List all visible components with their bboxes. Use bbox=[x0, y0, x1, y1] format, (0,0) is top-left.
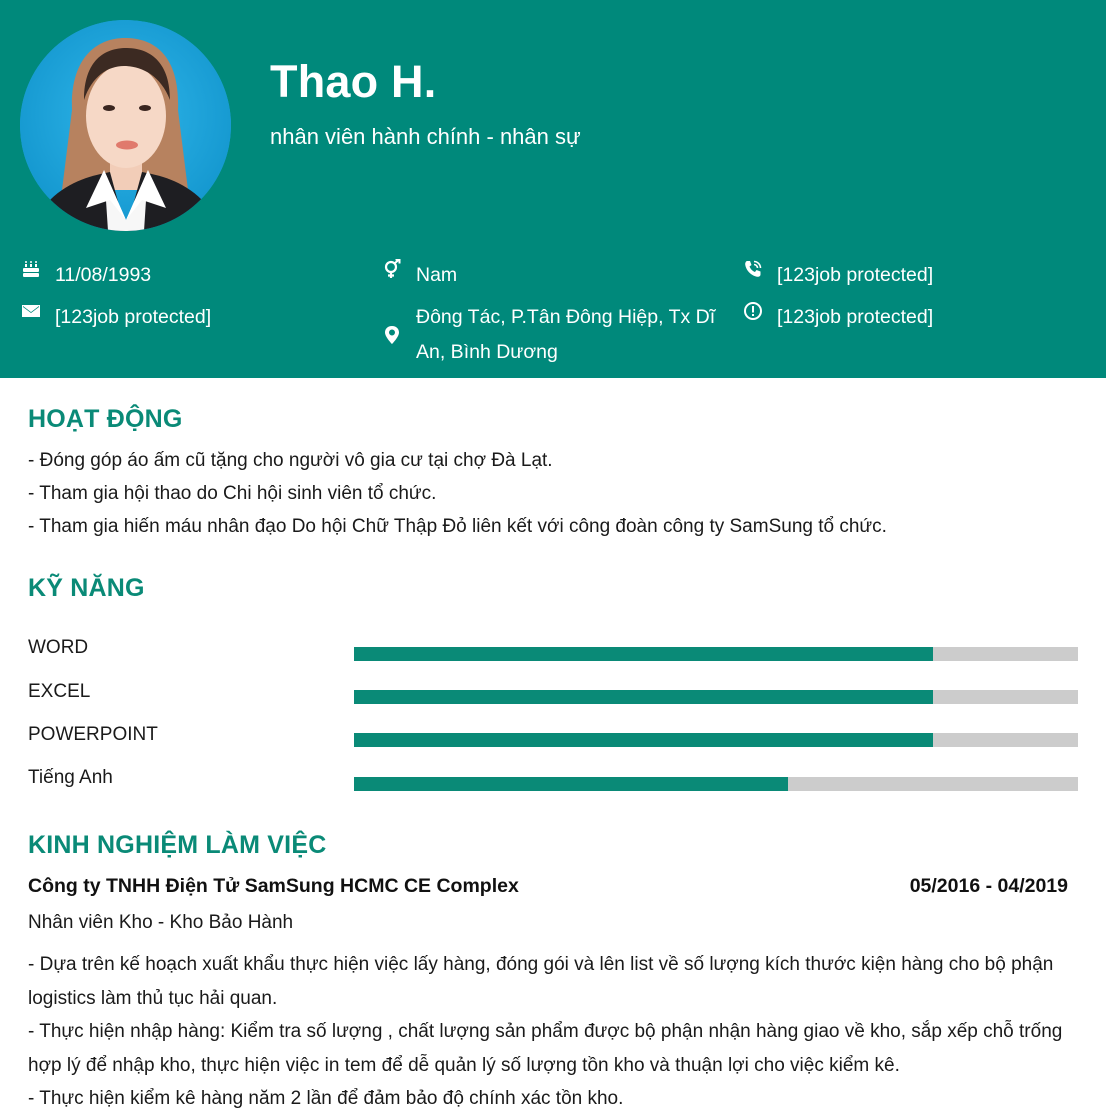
skill-bar-fill bbox=[354, 733, 933, 747]
activity-item: - Đóng góp áo ấm cũ tặng cho người vô gia cư tại chợ Đà Lạt. bbox=[28, 450, 553, 471]
job-description-line: hợp lý để nhập kho, thực hiện việc in tem để dễ quản lý số lượng tồn kho và thuận lợi cho việc kiểm kê. bbox=[28, 1054, 900, 1076]
email-value: [123job protected] bbox=[55, 306, 212, 328]
job-description-line: - Thực hiện kiểm kê hàng năm 2 lần để đảm bảo độ chính xác tồn kho. bbox=[28, 1088, 624, 1109]
info-circle-icon bbox=[742, 300, 764, 322]
job-description-line: - Dựa trên kế hoạch xuất khẩu thực hiện việc lấy hàng, đóng gói và lên list về số lượng kích thước kiện hàng cho bộ phận bbox=[28, 954, 1054, 975]
skills-heading: KỸ NĂNG bbox=[28, 574, 145, 602]
email-field bbox=[20, 300, 211, 335]
skill-bar-fill bbox=[354, 777, 788, 791]
experience-heading: KINH NGHIỆM LÀM VIỆC bbox=[28, 831, 327, 859]
job-description bbox=[28, 948, 1088, 1116]
other-contact-value: [123job protected] bbox=[777, 306, 934, 328]
skill-bar-powerpoint bbox=[354, 733, 1078, 747]
phone-field bbox=[742, 258, 933, 293]
job-period: 05/2016 - 04/2019 bbox=[909, 875, 1068, 897]
skill-bar-fill bbox=[354, 690, 933, 704]
map-marker-icon bbox=[381, 324, 403, 346]
phone-icon bbox=[742, 258, 764, 280]
skill-bar-english bbox=[354, 777, 1078, 791]
skill-bar-excel bbox=[354, 690, 1078, 704]
job-description-line: - Thực hiện nhập hàng: Kiểm tra số lượng , chất lượng sản phẩm được bộ phận nhận hàng giao về kho, sắp xếp chỗ trống bbox=[28, 1021, 1063, 1042]
address-field bbox=[381, 300, 715, 370]
profile-photo-image bbox=[20, 20, 231, 231]
address-value bbox=[416, 300, 715, 370]
skill-bar-fill bbox=[354, 647, 933, 661]
skill-label-english: Tiếng Anh bbox=[28, 767, 113, 788]
gender-field bbox=[381, 258, 457, 293]
birthday-value: 11/08/1993 bbox=[55, 264, 152, 286]
cv-header bbox=[0, 0, 1106, 378]
skill-label-powerpoint: POWERPOINT bbox=[28, 724, 158, 745]
company-name: Công ty TNHH Điện Tử SamSung HCMC CE Complex bbox=[28, 875, 519, 897]
birthday-cake-icon bbox=[20, 258, 42, 280]
skill-label-word: WORD bbox=[28, 637, 89, 658]
address-line-1: Đông Tác, P.Tân Đông Hiệp, Tx Dĩ bbox=[416, 306, 716, 328]
profile-photo bbox=[20, 20, 231, 231]
skill-bar-word bbox=[354, 647, 1078, 661]
job-role: Nhân viên Kho - Kho Bảo Hành bbox=[28, 912, 294, 933]
activity-item: - Tham gia hiến máu nhân đạo Do hội Chữ Thập Đỏ liên kết với công đoàn công ty SamSung tổ chức. bbox=[28, 516, 887, 537]
candidate-name: Thao H. bbox=[270, 56, 437, 107]
skill-label-excel: EXCEL bbox=[28, 681, 91, 702]
birthday-field bbox=[20, 258, 151, 293]
job-description-line: logistics làm thủ tục hải quan. bbox=[28, 987, 278, 1009]
activity-item: - Tham gia hội thao do Chi hội sinh viên tổ chức. bbox=[28, 483, 437, 504]
candidate-title: nhân viên hành chính - nhân sự bbox=[270, 124, 581, 149]
activities-heading: HOẠT ĐỘNG bbox=[28, 405, 183, 433]
gender-icon bbox=[381, 258, 403, 280]
address-line-2: An, Bình Dương bbox=[416, 341, 558, 363]
phone-value: [123job protected] bbox=[777, 264, 934, 286]
envelope-icon bbox=[20, 300, 42, 322]
other-contact-field bbox=[742, 300, 933, 335]
gender-value: Nam bbox=[416, 264, 458, 286]
